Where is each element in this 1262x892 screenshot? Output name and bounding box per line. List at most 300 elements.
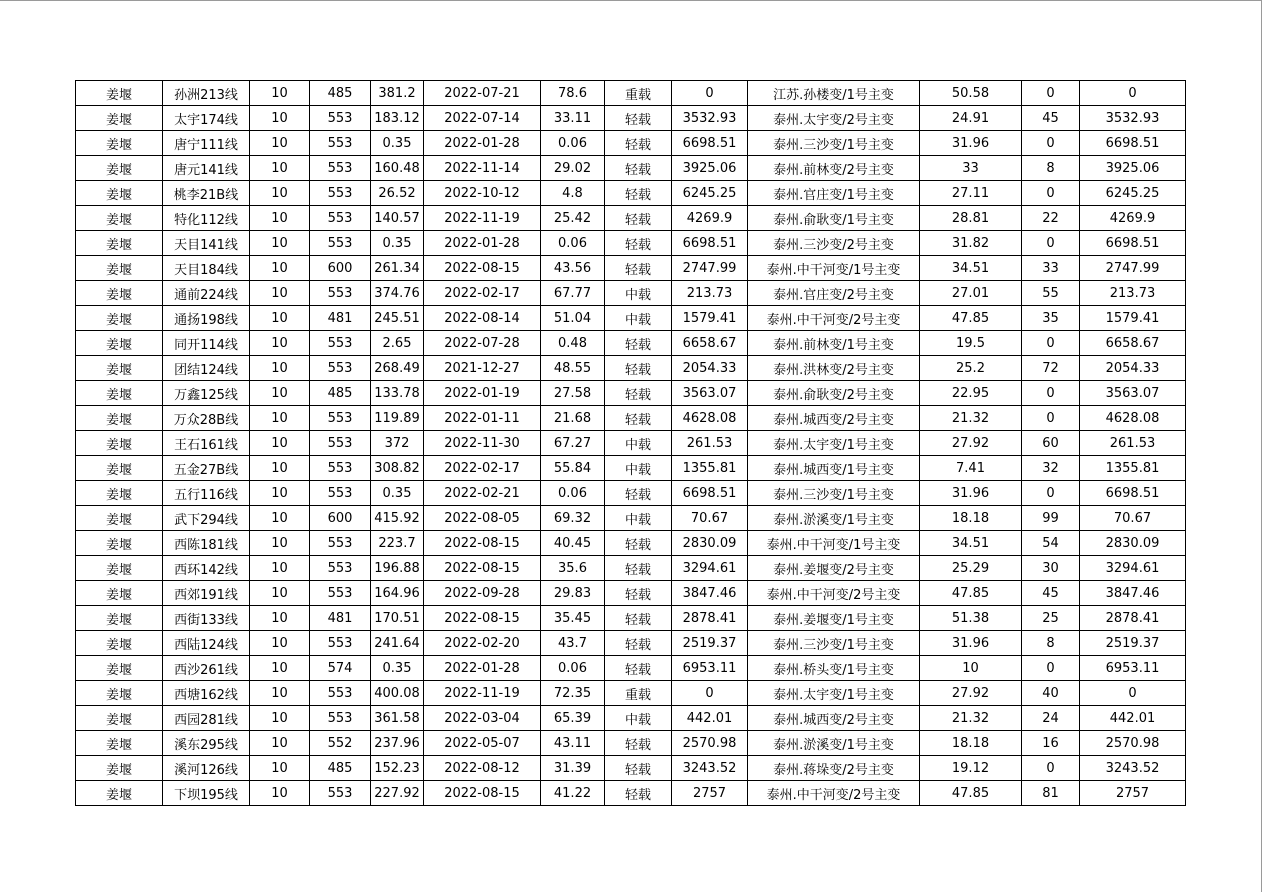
cell-max-load: 133.78 xyxy=(371,381,424,406)
cell-load-status: 轻载 xyxy=(605,531,672,556)
cell-open-capacity: 6698.51 xyxy=(672,481,748,506)
cell-transformer-open-capacity: 0 xyxy=(1022,81,1080,106)
table-row xyxy=(76,556,1186,581)
cell-transformer: 泰州.淤溪变/1号主变 xyxy=(748,506,920,531)
cell-load-rate: 0.06 xyxy=(541,231,605,256)
table-row xyxy=(76,731,1186,756)
cell-line-open-capacity: 2519.37 xyxy=(1080,631,1186,656)
cell-county: 姜堰 xyxy=(76,81,163,106)
cell-load-rate: 25.42 xyxy=(541,206,605,231)
cell-line-name: 太宇174线 xyxy=(163,106,250,131)
cell-date: 2022-11-19 xyxy=(424,681,541,706)
cell-line-name: 王石161线 xyxy=(163,431,250,456)
cell-load-rate: 55.84 xyxy=(541,456,605,481)
table-row xyxy=(76,506,1186,531)
cell-max-load: 227.92 xyxy=(371,781,424,806)
cell-transformer-load-rate: 25.29 xyxy=(920,556,1022,581)
cell-date: 2022-08-15 xyxy=(424,256,541,281)
cell-max-load: 223.7 xyxy=(371,531,424,556)
cell-load-rate: 0.06 xyxy=(541,656,605,681)
cell-line-open-capacity: 70.67 xyxy=(1080,506,1186,531)
cell-line-open-capacity: 6698.51 xyxy=(1080,481,1186,506)
cell-transformer-load-rate: 21.32 xyxy=(920,706,1022,731)
cell-date: 2022-08-15 xyxy=(424,606,541,631)
cell-line-open-capacity: 0 xyxy=(1080,81,1186,106)
table-row xyxy=(76,331,1186,356)
table-row xyxy=(76,356,1186,381)
cell-date: 2022-02-17 xyxy=(424,456,541,481)
cell-county: 姜堰 xyxy=(76,306,163,331)
cell-county: 姜堰 xyxy=(76,331,163,356)
cell-open-capacity: 442.01 xyxy=(672,706,748,731)
cell-line-open-capacity: 2878.41 xyxy=(1080,606,1186,631)
cell-load-rate: 31.39 xyxy=(541,756,605,781)
cell-transformer-load-rate: 31.96 xyxy=(920,131,1022,156)
cell-max-load: 170.51 xyxy=(371,606,424,631)
cell-transformer: 江苏.孙楼变/1号主变 xyxy=(748,81,920,106)
cell-transformer-load-rate: 25.2 xyxy=(920,356,1022,381)
cell-open-capacity: 6698.51 xyxy=(672,131,748,156)
cell-date: 2022-01-11 xyxy=(424,406,541,431)
cell-line-open-capacity: 3847.46 xyxy=(1080,581,1186,606)
cell-max-load: 245.51 xyxy=(371,306,424,331)
cell-max-load: 152.23 xyxy=(371,756,424,781)
cell-voltage: 10 xyxy=(250,281,310,306)
cell-line-open-capacity: 442.01 xyxy=(1080,706,1186,731)
table-row xyxy=(76,456,1186,481)
cell-transformer-open-capacity: 0 xyxy=(1022,231,1080,256)
cell-line-name: 西街133线 xyxy=(163,606,250,631)
cell-rated-capacity: 553 xyxy=(310,406,371,431)
cell-load-status: 轻载 xyxy=(605,181,672,206)
cell-transformer: 泰州.中干河变/1号主变 xyxy=(748,531,920,556)
cell-transformer-open-capacity: 45 xyxy=(1022,581,1080,606)
cell-load-rate: 72.35 xyxy=(541,681,605,706)
cell-line-name: 同开114线 xyxy=(163,331,250,356)
cell-transformer: 泰州.淤溪变/1号主变 xyxy=(748,731,920,756)
cell-open-capacity: 213.73 xyxy=(672,281,748,306)
cell-max-load: 415.92 xyxy=(371,506,424,531)
cell-county: 姜堰 xyxy=(76,131,163,156)
cell-rated-capacity: 552 xyxy=(310,731,371,756)
cell-load-status: 轻载 xyxy=(605,131,672,156)
cell-rated-capacity: 553 xyxy=(310,456,371,481)
table-row xyxy=(76,581,1186,606)
cell-open-capacity: 3532.93 xyxy=(672,106,748,131)
cell-transformer-open-capacity: 8 xyxy=(1022,631,1080,656)
cell-line-name: 唐元141线 xyxy=(163,156,250,181)
cell-line-name: 西环142线 xyxy=(163,556,250,581)
cell-line-open-capacity: 0 xyxy=(1080,681,1186,706)
cell-county: 姜堰 xyxy=(76,606,163,631)
cell-transformer: 泰州.城西变/2号主变 xyxy=(748,406,920,431)
cell-line-name: 西沙261线 xyxy=(163,656,250,681)
cell-line-open-capacity: 3243.52 xyxy=(1080,756,1186,781)
cell-load-rate: 29.02 xyxy=(541,156,605,181)
cell-line-name: 孙洲213线 xyxy=(163,81,250,106)
cell-line-open-capacity: 2757 xyxy=(1080,781,1186,806)
cell-load-status: 重载 xyxy=(605,81,672,106)
cell-transformer-open-capacity: 0 xyxy=(1022,181,1080,206)
cell-open-capacity: 6245.25 xyxy=(672,181,748,206)
cell-load-rate: 48.55 xyxy=(541,356,605,381)
cell-max-load: 0.35 xyxy=(371,481,424,506)
cell-transformer: 泰州.俞耿变/1号主变 xyxy=(748,206,920,231)
cell-county: 姜堰 xyxy=(76,256,163,281)
cell-transformer: 泰州.中干河变/1号主变 xyxy=(748,256,920,281)
cell-open-capacity: 3294.61 xyxy=(672,556,748,581)
cell-load-rate: 21.68 xyxy=(541,406,605,431)
cell-transformer-load-rate: 31.82 xyxy=(920,231,1022,256)
cell-load-rate: 78.6 xyxy=(541,81,605,106)
cell-line-name: 唐宁111线 xyxy=(163,131,250,156)
cell-load-rate: 41.22 xyxy=(541,781,605,806)
cell-load-status: 轻载 xyxy=(605,481,672,506)
cell-load-status: 轻载 xyxy=(605,781,672,806)
cell-voltage: 10 xyxy=(250,556,310,581)
cell-transformer-open-capacity: 0 xyxy=(1022,131,1080,156)
cell-transformer-load-rate: 34.51 xyxy=(920,256,1022,281)
cell-voltage: 10 xyxy=(250,581,310,606)
cell-open-capacity: 2757 xyxy=(672,781,748,806)
cell-transformer-open-capacity: 32 xyxy=(1022,456,1080,481)
cell-date: 2022-07-28 xyxy=(424,331,541,356)
cell-county: 姜堰 xyxy=(76,456,163,481)
cell-transformer-open-capacity: 0 xyxy=(1022,481,1080,506)
cell-county: 姜堰 xyxy=(76,656,163,681)
cell-line-open-capacity: 6698.51 xyxy=(1080,231,1186,256)
cell-rated-capacity: 553 xyxy=(310,281,371,306)
cell-county: 姜堰 xyxy=(76,506,163,531)
cell-date: 2022-08-12 xyxy=(424,756,541,781)
cell-transformer: 泰州.俞耿变/2号主变 xyxy=(748,381,920,406)
cell-line-open-capacity: 3925.06 xyxy=(1080,156,1186,181)
cell-date: 2022-08-15 xyxy=(424,531,541,556)
cell-transformer-open-capacity: 72 xyxy=(1022,356,1080,381)
cell-county: 姜堰 xyxy=(76,531,163,556)
cell-transformer: 泰州.三沙变/2号主变 xyxy=(748,231,920,256)
cell-load-status: 轻载 xyxy=(605,331,672,356)
table-row xyxy=(76,381,1186,406)
cell-voltage: 10 xyxy=(250,756,310,781)
cell-transformer-load-rate: 27.01 xyxy=(920,281,1022,306)
cell-county: 姜堰 xyxy=(76,406,163,431)
table-row xyxy=(76,531,1186,556)
cell-line-name: 溪东295线 xyxy=(163,731,250,756)
cell-transformer-open-capacity: 24 xyxy=(1022,706,1080,731)
cell-load-status: 中载 xyxy=(605,706,672,731)
cell-transformer-load-rate: 47.85 xyxy=(920,306,1022,331)
table-row xyxy=(76,206,1186,231)
cell-date: 2022-02-20 xyxy=(424,631,541,656)
cell-transformer-open-capacity: 0 xyxy=(1022,381,1080,406)
cell-open-capacity: 3563.07 xyxy=(672,381,748,406)
cell-date: 2022-08-15 xyxy=(424,556,541,581)
cell-transformer: 泰州.中干河变/2号主变 xyxy=(748,306,920,331)
cell-rated-capacity: 553 xyxy=(310,431,371,456)
cell-transformer-open-capacity: 0 xyxy=(1022,756,1080,781)
table-row xyxy=(76,631,1186,656)
table-row xyxy=(76,156,1186,181)
cell-transformer: 泰州.前林变/1号主变 xyxy=(748,331,920,356)
table-row xyxy=(76,406,1186,431)
cell-load-status: 中载 xyxy=(605,506,672,531)
cell-load-status: 轻载 xyxy=(605,731,672,756)
cell-voltage: 10 xyxy=(250,381,310,406)
cell-date: 2022-07-14 xyxy=(424,106,541,131)
cell-load-rate: 33.11 xyxy=(541,106,605,131)
cell-open-capacity: 6698.51 xyxy=(672,231,748,256)
cell-max-load: 0.35 xyxy=(371,131,424,156)
cell-county: 姜堰 xyxy=(76,731,163,756)
cell-line-open-capacity: 2830.09 xyxy=(1080,531,1186,556)
table-row xyxy=(76,81,1186,106)
cell-rated-capacity: 553 xyxy=(310,481,371,506)
cell-rated-capacity: 553 xyxy=(310,781,371,806)
cell-transformer: 泰州.蒋垛变/2号主变 xyxy=(748,756,920,781)
cell-date: 2022-02-21 xyxy=(424,481,541,506)
cell-transformer: 泰州.三沙变/1号主变 xyxy=(748,631,920,656)
cell-transformer: 泰州.官庄变/2号主变 xyxy=(748,281,920,306)
cell-load-rate: 27.58 xyxy=(541,381,605,406)
cell-open-capacity: 1579.41 xyxy=(672,306,748,331)
cell-voltage: 10 xyxy=(250,81,310,106)
cell-max-load: 237.96 xyxy=(371,731,424,756)
cell-transformer-open-capacity: 54 xyxy=(1022,531,1080,556)
cell-transformer-load-rate: 24.91 xyxy=(920,106,1022,131)
cell-voltage: 10 xyxy=(250,731,310,756)
cell-load-status: 轻载 xyxy=(605,206,672,231)
cell-date: 2022-08-15 xyxy=(424,781,541,806)
cell-line-open-capacity: 1579.41 xyxy=(1080,306,1186,331)
cell-county: 姜堰 xyxy=(76,181,163,206)
cell-transformer: 泰州.中干河变/2号主变 xyxy=(748,781,920,806)
cell-transformer: 泰州.三沙变/1号主变 xyxy=(748,131,920,156)
cell-line-open-capacity: 2747.99 xyxy=(1080,256,1186,281)
cell-county: 姜堰 xyxy=(76,106,163,131)
cell-voltage: 10 xyxy=(250,456,310,481)
cell-rated-capacity: 553 xyxy=(310,631,371,656)
cell-load-status: 轻载 xyxy=(605,156,672,181)
cell-line-name: 西塘162线 xyxy=(163,681,250,706)
table-body xyxy=(76,81,1186,806)
cell-open-capacity: 2054.33 xyxy=(672,356,748,381)
cell-rated-capacity: 553 xyxy=(310,231,371,256)
cell-rated-capacity: 600 xyxy=(310,256,371,281)
cell-transformer-load-rate: 31.96 xyxy=(920,481,1022,506)
cell-transformer-open-capacity: 33 xyxy=(1022,256,1080,281)
cell-date: 2022-09-28 xyxy=(424,581,541,606)
cell-date: 2021-12-27 xyxy=(424,356,541,381)
cell-line-name: 团结124线 xyxy=(163,356,250,381)
cell-max-load: 0.35 xyxy=(371,231,424,256)
cell-date: 2022-08-05 xyxy=(424,506,541,531)
cell-voltage: 10 xyxy=(250,531,310,556)
cell-load-rate: 51.04 xyxy=(541,306,605,331)
cell-voltage: 10 xyxy=(250,681,310,706)
cell-line-open-capacity: 6698.51 xyxy=(1080,131,1186,156)
cell-date: 2022-10-12 xyxy=(424,181,541,206)
cell-voltage: 10 xyxy=(250,781,310,806)
cell-transformer-load-rate: 31.96 xyxy=(920,631,1022,656)
cell-max-load: 119.89 xyxy=(371,406,424,431)
cell-rated-capacity: 553 xyxy=(310,681,371,706)
cell-rated-capacity: 553 xyxy=(310,531,371,556)
cell-voltage: 10 xyxy=(250,156,310,181)
cell-load-rate: 43.11 xyxy=(541,731,605,756)
cell-line-open-capacity: 6658.67 xyxy=(1080,331,1186,356)
cell-line-open-capacity: 3294.61 xyxy=(1080,556,1186,581)
cell-county: 姜堰 xyxy=(76,581,163,606)
cell-county: 姜堰 xyxy=(76,681,163,706)
feeder-load-table xyxy=(75,80,1186,806)
cell-max-load: 0.35 xyxy=(371,656,424,681)
cell-transformer-load-rate: 21.32 xyxy=(920,406,1022,431)
cell-voltage: 10 xyxy=(250,631,310,656)
cell-load-rate: 67.77 xyxy=(541,281,605,306)
cell-date: 2022-11-19 xyxy=(424,206,541,231)
cell-transformer-load-rate: 28.81 xyxy=(920,206,1022,231)
cell-date: 2022-01-28 xyxy=(424,656,541,681)
cell-county: 姜堰 xyxy=(76,431,163,456)
cell-voltage: 10 xyxy=(250,231,310,256)
cell-line-name: 桃李21B线 xyxy=(163,181,250,206)
cell-open-capacity: 3847.46 xyxy=(672,581,748,606)
cell-rated-capacity: 553 xyxy=(310,331,371,356)
cell-rated-capacity: 481 xyxy=(310,306,371,331)
table-row xyxy=(76,756,1186,781)
cell-load-status: 中载 xyxy=(605,456,672,481)
table-row xyxy=(76,131,1186,156)
cell-date: 2022-01-28 xyxy=(424,231,541,256)
cell-county: 姜堰 xyxy=(76,156,163,181)
cell-load-status: 中载 xyxy=(605,306,672,331)
cell-line-open-capacity: 4269.9 xyxy=(1080,206,1186,231)
cell-rated-capacity: 485 xyxy=(310,756,371,781)
cell-transformer-load-rate: 22.95 xyxy=(920,381,1022,406)
cell-max-load: 164.96 xyxy=(371,581,424,606)
cell-load-status: 轻载 xyxy=(605,631,672,656)
cell-transformer-open-capacity: 16 xyxy=(1022,731,1080,756)
cell-open-capacity: 2570.98 xyxy=(672,731,748,756)
cell-line-name: 天目184线 xyxy=(163,256,250,281)
cell-max-load: 261.34 xyxy=(371,256,424,281)
cell-county: 姜堰 xyxy=(76,281,163,306)
cell-date: 2022-05-07 xyxy=(424,731,541,756)
cell-rated-capacity: 553 xyxy=(310,556,371,581)
cell-voltage: 10 xyxy=(250,256,310,281)
cell-load-status: 轻载 xyxy=(605,231,672,256)
cell-transformer: 泰州.前林变/2号主变 xyxy=(748,156,920,181)
cell-county: 姜堰 xyxy=(76,756,163,781)
cell-transformer: 泰州.太宇变/2号主变 xyxy=(748,106,920,131)
table-row xyxy=(76,656,1186,681)
cell-load-status: 轻载 xyxy=(605,606,672,631)
cell-load-rate: 67.27 xyxy=(541,431,605,456)
cell-transformer-load-rate: 19.5 xyxy=(920,331,1022,356)
cell-voltage: 10 xyxy=(250,431,310,456)
table-row xyxy=(76,606,1186,631)
cell-transformer-open-capacity: 35 xyxy=(1022,306,1080,331)
cell-transformer: 泰州.太宇变/1号主变 xyxy=(748,431,920,456)
cell-line-name: 万鑫125线 xyxy=(163,381,250,406)
cell-max-load: 26.52 xyxy=(371,181,424,206)
cell-transformer-open-capacity: 60 xyxy=(1022,431,1080,456)
cell-line-name: 西陈181线 xyxy=(163,531,250,556)
cell-open-capacity: 261.53 xyxy=(672,431,748,456)
cell-county: 姜堰 xyxy=(76,781,163,806)
cell-date: 2022-02-17 xyxy=(424,281,541,306)
cell-voltage: 10 xyxy=(250,506,310,531)
cell-transformer-load-rate: 47.85 xyxy=(920,581,1022,606)
cell-line-name: 五行116线 xyxy=(163,481,250,506)
cell-line-open-capacity: 2570.98 xyxy=(1080,731,1186,756)
cell-county: 姜堰 xyxy=(76,706,163,731)
cell-transformer: 泰州.太宇变/1号主变 xyxy=(748,681,920,706)
cell-transformer-open-capacity: 22 xyxy=(1022,206,1080,231)
cell-rated-capacity: 600 xyxy=(310,506,371,531)
cell-load-status: 轻载 xyxy=(605,106,672,131)
cell-max-load: 140.57 xyxy=(371,206,424,231)
cell-voltage: 10 xyxy=(250,306,310,331)
cell-transformer: 泰州.洪林变/2号主变 xyxy=(748,356,920,381)
cell-transformer-load-rate: 50.58 xyxy=(920,81,1022,106)
cell-load-rate: 43.7 xyxy=(541,631,605,656)
cell-rated-capacity: 553 xyxy=(310,131,371,156)
cell-load-status: 轻载 xyxy=(605,256,672,281)
cell-load-status: 轻载 xyxy=(605,406,672,431)
cell-county: 姜堰 xyxy=(76,206,163,231)
table-row xyxy=(76,231,1186,256)
cell-line-name: 万众28B线 xyxy=(163,406,250,431)
cell-line-open-capacity: 6245.25 xyxy=(1080,181,1186,206)
cell-transformer-load-rate: 34.51 xyxy=(920,531,1022,556)
cell-line-open-capacity: 2054.33 xyxy=(1080,356,1186,381)
cell-line-open-capacity: 6953.11 xyxy=(1080,656,1186,681)
table-row xyxy=(76,256,1186,281)
cell-rated-capacity: 553 xyxy=(310,356,371,381)
cell-transformer-open-capacity: 25 xyxy=(1022,606,1080,631)
cell-max-load: 374.76 xyxy=(371,281,424,306)
cell-line-name: 下坝195线 xyxy=(163,781,250,806)
cell-transformer-open-capacity: 45 xyxy=(1022,106,1080,131)
cell-max-load: 308.82 xyxy=(371,456,424,481)
cell-transformer-load-rate: 10 xyxy=(920,656,1022,681)
cell-load-rate: 35.6 xyxy=(541,556,605,581)
cell-line-open-capacity: 1355.81 xyxy=(1080,456,1186,481)
cell-max-load: 372 xyxy=(371,431,424,456)
cell-transformer: 泰州.三沙变/1号主变 xyxy=(748,481,920,506)
cell-county: 姜堰 xyxy=(76,556,163,581)
cell-open-capacity: 2830.09 xyxy=(672,531,748,556)
cell-load-rate: 29.83 xyxy=(541,581,605,606)
cell-date: 2022-07-21 xyxy=(424,81,541,106)
cell-open-capacity: 2747.99 xyxy=(672,256,748,281)
cell-transformer-open-capacity: 0 xyxy=(1022,656,1080,681)
cell-max-load: 183.12 xyxy=(371,106,424,131)
cell-max-load: 196.88 xyxy=(371,556,424,581)
cell-open-capacity: 2519.37 xyxy=(672,631,748,656)
cell-transformer-open-capacity: 81 xyxy=(1022,781,1080,806)
cell-open-capacity: 3925.06 xyxy=(672,156,748,181)
cell-transformer-load-rate: 18.18 xyxy=(920,506,1022,531)
cell-line-open-capacity: 3532.93 xyxy=(1080,106,1186,131)
cell-max-load: 400.08 xyxy=(371,681,424,706)
cell-line-name: 武下294线 xyxy=(163,506,250,531)
cell-county: 姜堰 xyxy=(76,231,163,256)
cell-load-status: 轻载 xyxy=(605,581,672,606)
cell-transformer-open-capacity: 99 xyxy=(1022,506,1080,531)
